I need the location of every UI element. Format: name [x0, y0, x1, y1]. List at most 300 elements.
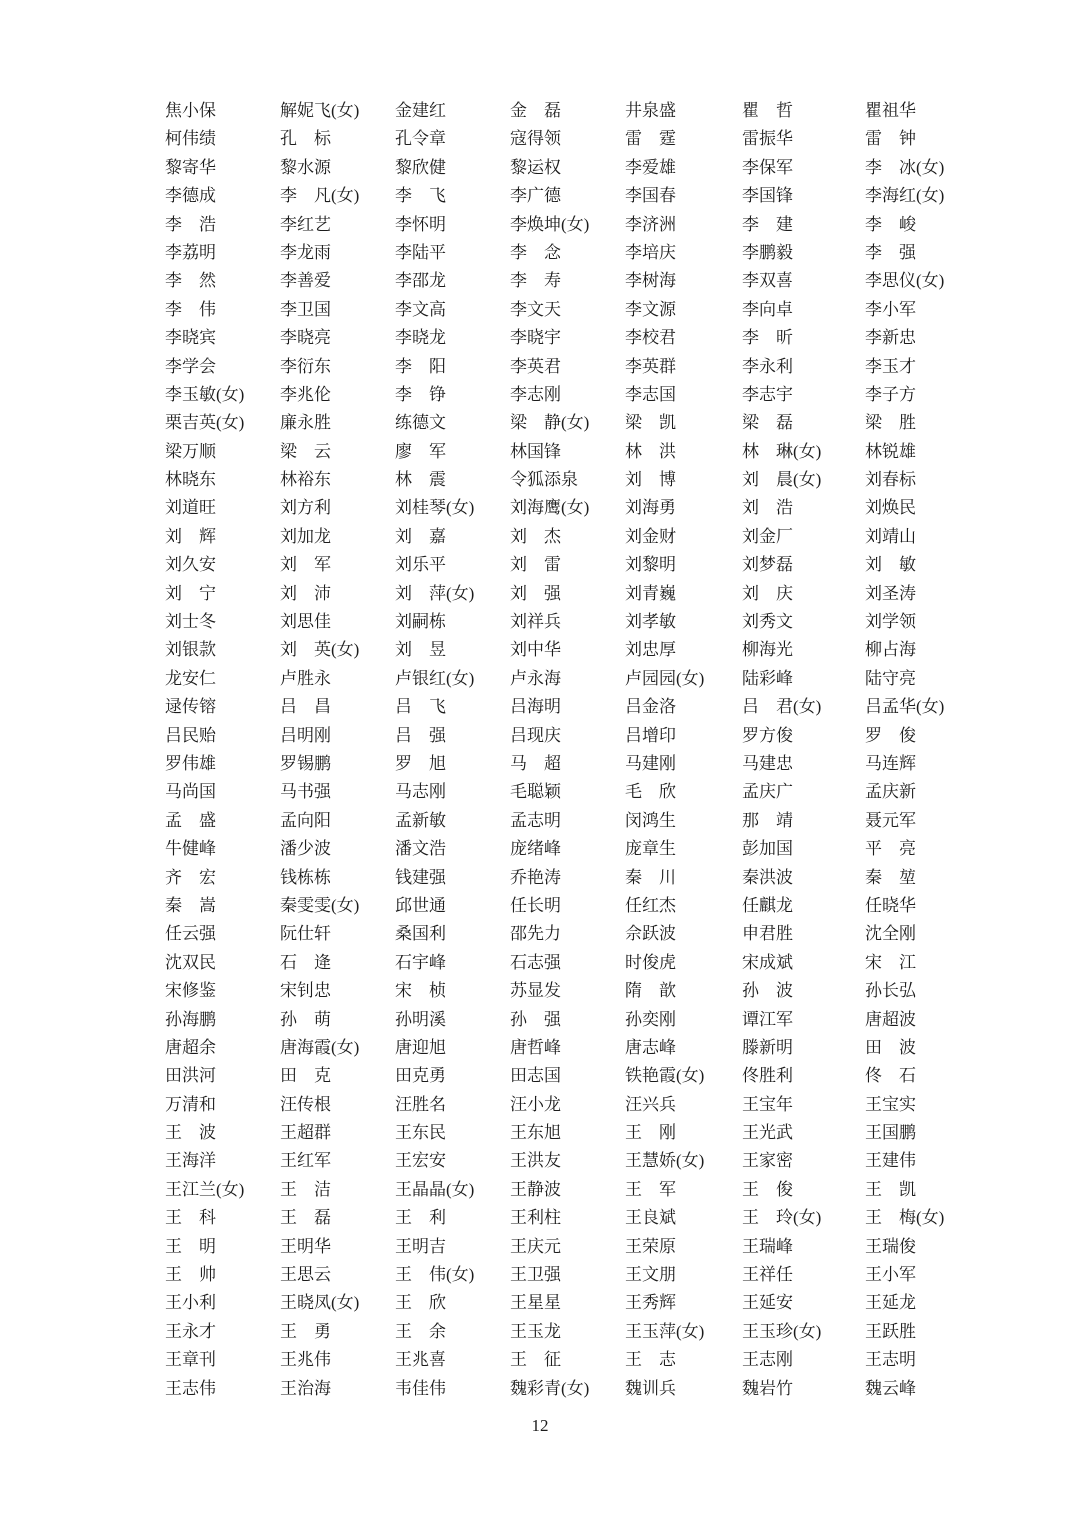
name-cell: 罗方俊 [742, 725, 793, 745]
name-cell: 王 伟(女) [395, 1265, 475, 1285]
name-cell: 李济洲 [625, 214, 676, 234]
name-cell: 王慧娇(女) [625, 1151, 705, 1171]
name-cell: 陆彩峰 [742, 668, 793, 688]
name-cell: 李晓龙 [395, 328, 446, 348]
name-cell: 孔令章 [395, 129, 446, 149]
name-cell: 王宝实 [865, 1094, 916, 1114]
name-cell: 刘 杰 [510, 526, 561, 546]
name-cell: 王庆元 [510, 1236, 561, 1256]
name-cell: 梁 云 [280, 441, 331, 461]
name-cell: 王晶晶(女) [395, 1179, 475, 1199]
name-cell: 王章刊 [165, 1350, 216, 1370]
name-cell: 王小利 [165, 1293, 216, 1313]
name-cell: 吕现庆 [510, 725, 561, 745]
name-cell: 刘 晨(女) [742, 470, 822, 490]
name-cell: 魏训兵 [625, 1378, 676, 1398]
name-cell: 林裕东 [280, 470, 331, 490]
name-cell: 沈全刚 [865, 924, 916, 944]
name-cell: 隋 歆 [625, 981, 676, 1001]
name-cell: 王志伟 [165, 1378, 216, 1398]
name-cell: 万清和 [165, 1094, 216, 1114]
name-cell: 闵鸿生 [625, 810, 676, 830]
name-cell: 王 明 [165, 1236, 216, 1256]
name-cell: 陆守亮 [865, 668, 916, 688]
name-cell: 王延龙 [865, 1293, 916, 1313]
name-cell: 刘黎明 [625, 555, 676, 575]
name-cell: 刘 沛 [280, 583, 331, 603]
name-cell: 罗伟雄 [165, 753, 216, 773]
name-cell: 王江兰(女) [165, 1179, 245, 1199]
name-cell: 王文朋 [625, 1265, 676, 1285]
name-cell: 毛 欣 [625, 782, 676, 802]
name-cell: 王洪友 [510, 1151, 561, 1171]
name-cell: 王治海 [280, 1378, 331, 1398]
name-cell: 邱世通 [395, 895, 446, 915]
name-cell: 李焕坤(女) [510, 214, 590, 234]
name-cell: 潘文浩 [395, 839, 446, 859]
name-cell: 吕民贻 [165, 725, 216, 745]
name-cell: 李校君 [625, 328, 676, 348]
name-cell: 潘少波 [280, 839, 331, 859]
name-cell: 宋 江 [865, 952, 916, 972]
name-cell: 刘焕民 [865, 498, 916, 518]
name-cell: 李鹏毅 [742, 242, 793, 262]
name-cell: 汪传根 [280, 1094, 331, 1114]
name-cell: 王 利 [395, 1208, 446, 1228]
name-cell: 林晓东 [165, 470, 216, 490]
name-cell: 李 阳 [395, 356, 446, 376]
name-cell: 林国锋 [510, 441, 561, 461]
name-cell: 李陆平 [395, 242, 446, 262]
name-cell: 孙 萌 [280, 1009, 331, 1029]
name-cell: 田 波 [865, 1037, 916, 1057]
name-cell: 庞绪峰 [510, 839, 561, 859]
name-cell: 孟志明 [510, 810, 561, 830]
name-cell: 卢永海 [510, 668, 561, 688]
name-cell: 王 凯 [865, 1179, 916, 1199]
name-cell: 王光武 [742, 1123, 793, 1143]
name-cell: 李善爱 [280, 271, 331, 291]
name-cell: 王兆喜 [395, 1350, 446, 1370]
name-cell: 刘 英(女) [280, 640, 360, 660]
name-cell: 田 克 [280, 1066, 331, 1086]
name-cell: 桑国利 [395, 924, 446, 944]
name-cell: 李 飞 [395, 186, 446, 206]
name-cell: 王 征 [510, 1350, 561, 1370]
name-cell: 秦 川 [625, 867, 676, 887]
name-cell: 廉永胜 [280, 413, 331, 433]
name-cell: 李 建 [742, 214, 793, 234]
name-cell: 王 余 [395, 1321, 446, 1341]
name-cell: 马 超 [510, 753, 561, 773]
name-cell: 李双喜 [742, 271, 793, 291]
name-cell: 刘 萍(女) [395, 583, 475, 603]
name-cell: 李新忠 [865, 328, 916, 348]
name-cell: 刘 昱 [395, 640, 446, 660]
name-cell: 王明吉 [395, 1236, 446, 1256]
name-cell: 刘桂琴(女) [395, 498, 475, 518]
name-cell: 刘士冬 [165, 612, 216, 632]
name-cell: 钱建强 [395, 867, 446, 887]
name-cell: 王 玲(女) [742, 1208, 822, 1228]
name-cell: 王卫强 [510, 1265, 561, 1285]
name-cell: 宋修鉴 [165, 981, 216, 1001]
name-cell: 林 震 [395, 470, 446, 490]
name-cell: 王 欣 [395, 1293, 446, 1313]
name-cell: 李海红(女) [865, 186, 945, 206]
name-cell: 任红杰 [625, 895, 676, 915]
name-cell: 宋 桢 [395, 981, 446, 1001]
name-cell: 刘 辉 [165, 526, 216, 546]
name-cell: 佟 石 [865, 1066, 916, 1086]
name-cell: 佘跃波 [625, 924, 676, 944]
name-cell: 石宇峰 [395, 952, 446, 972]
name-cell: 李广德 [510, 186, 561, 206]
name-cell: 彭加国 [742, 839, 793, 859]
name-cell: 李德成 [165, 186, 216, 206]
name-cell: 李 浩 [165, 214, 216, 234]
name-cell: 孟庆新 [865, 782, 916, 802]
name-cell: 吕 强 [395, 725, 446, 745]
name-cell: 王荣原 [625, 1236, 676, 1256]
name-cell: 刘乐平 [395, 555, 446, 575]
name-cell: 孙奕刚 [625, 1009, 676, 1029]
name-cell: 刘祥兵 [510, 612, 561, 632]
name-cell: 刘金财 [625, 526, 676, 546]
name-cell: 那 靖 [742, 810, 793, 830]
name-cell: 王宏安 [395, 1151, 446, 1171]
page-number: 12 [531, 1416, 549, 1435]
name-cell: 齐 宏 [165, 867, 216, 887]
name-cell: 吕 昌 [280, 697, 331, 717]
name-cell: 李 峻 [865, 214, 916, 234]
name-cell: 吕孟华(女) [865, 697, 945, 717]
name-cell: 廖 军 [395, 441, 446, 461]
name-cell: 李衍东 [280, 356, 331, 376]
name-cell: 刘圣涛 [865, 583, 916, 603]
name-cell: 李小军 [865, 299, 916, 319]
name-cell: 宋成斌 [742, 952, 793, 972]
name-cell: 聂元军 [865, 810, 916, 830]
name-list [165, 97, 980, 1403]
name-cell: 李学会 [165, 356, 216, 376]
name-cell: 王瑞俊 [865, 1236, 916, 1256]
name-cell: 王国鹏 [865, 1123, 916, 1143]
name-cell: 孔 标 [280, 129, 331, 149]
name-cell: 王星星 [510, 1293, 561, 1313]
name-cell: 苏显发 [510, 981, 561, 1001]
name-cell: 王良斌 [625, 1208, 676, 1228]
name-cell: 王志刚 [742, 1350, 793, 1370]
name-cell: 王东民 [395, 1123, 446, 1143]
name-cell: 李兆伦 [280, 384, 331, 404]
name-cell: 令狐添泉 [510, 470, 578, 490]
name-cell: 罗 俊 [865, 725, 916, 745]
name-cell: 沈双民 [165, 952, 216, 972]
name-cell: 井泉盛 [625, 101, 676, 120]
name-cell: 李 昕 [742, 328, 793, 348]
name-cell: 李玉才 [865, 356, 916, 376]
name-cell: 王玉龙 [510, 1321, 561, 1341]
name-cell: 唐迎旭 [395, 1037, 446, 1057]
name-cell: 王 军 [625, 1179, 676, 1199]
name-cell: 王永才 [165, 1321, 216, 1341]
name-cell: 吕金洛 [625, 697, 676, 717]
name-cell: 王建伟 [865, 1151, 916, 1171]
name-cell: 王 洁 [280, 1179, 331, 1199]
name-cell: 寇得领 [510, 129, 561, 149]
name-cell: 田克勇 [395, 1066, 446, 1086]
name-cell: 孟庆广 [742, 782, 793, 802]
name-cell: 王兆伟 [280, 1350, 331, 1370]
name-cell: 庞章生 [625, 839, 676, 859]
name-cell: 卢园园(女) [625, 668, 705, 688]
name-cell: 宋钊忠 [280, 981, 331, 1001]
name-cell: 林 琳(女) [742, 441, 822, 461]
name-cell: 马尚国 [165, 782, 216, 802]
name-cell: 秦 嵩 [165, 895, 216, 915]
name-cell: 刘久安 [165, 555, 216, 575]
name-cell: 汪小龙 [510, 1094, 561, 1114]
name-cell: 柳海光 [742, 640, 793, 660]
name-cell: 任晓华 [865, 895, 916, 915]
name-cell: 王宝年 [742, 1094, 793, 1114]
name-cell: 李志国 [625, 384, 676, 404]
name-cell: 柯伟绩 [165, 129, 216, 149]
name-cell: 卢胜永 [280, 668, 331, 688]
name-cell: 平 亮 [865, 839, 916, 859]
name-cell: 马连辉 [865, 753, 916, 773]
name-cell: 王 俊 [742, 1179, 793, 1199]
name-cell: 李玉敏(女) [165, 384, 245, 404]
name-cell: 刘 宁 [165, 583, 216, 603]
name-cell: 马志刚 [395, 782, 446, 802]
name-cell: 金 磊 [510, 101, 561, 120]
name-cell: 李怀明 [395, 214, 446, 234]
name-cell: 李 铮 [395, 384, 446, 404]
name-cell: 刘嗣栋 [395, 612, 446, 632]
name-cell: 李志宇 [742, 384, 793, 404]
name-cell: 李国锋 [742, 186, 793, 206]
name-cell: 刘海勇 [625, 498, 676, 518]
name-cell: 时俊虎 [625, 952, 676, 972]
name-cell: 王延安 [742, 1293, 793, 1313]
name-cell: 孙长弘 [865, 981, 916, 1001]
name-cell: 刘忠厚 [625, 640, 676, 660]
name-cell: 石志强 [510, 952, 561, 972]
name-cell: 石 逄 [280, 952, 331, 972]
name-cell: 任麒龙 [742, 895, 793, 915]
name-cell: 李思仪(女) [865, 271, 945, 291]
name-cell: 吕增印 [625, 725, 676, 745]
name-cell: 邵先力 [510, 924, 561, 944]
name-cell: 刘学领 [865, 612, 916, 632]
name-cell: 乔艳涛 [510, 867, 561, 887]
name-cell: 王 刚 [625, 1123, 676, 1143]
name-cell: 吕海明 [510, 697, 561, 717]
name-cell: 刘青巍 [625, 583, 676, 603]
name-cell: 任云强 [165, 924, 216, 944]
name-cell: 梁 凯 [625, 413, 676, 433]
name-cell: 牛健峰 [165, 839, 216, 859]
name-cell: 李向卓 [742, 299, 793, 319]
name-cell: 龙安仁 [165, 668, 216, 688]
name-cell: 李树海 [625, 271, 676, 291]
name-cell: 魏云峰 [865, 1378, 916, 1398]
name-cell: 黎欣健 [395, 157, 446, 177]
name-cell: 孟 盛 [165, 810, 216, 830]
name-cell: 王 志 [625, 1350, 676, 1370]
name-cell: 练德文 [395, 413, 446, 433]
name-cell: 汪胜名 [395, 1094, 446, 1114]
name-cell: 唐海霞(女) [280, 1037, 360, 1057]
name-cell: 刘思佳 [280, 612, 331, 632]
name-cell: 谭江军 [742, 1009, 793, 1029]
name-cell: 李志刚 [510, 384, 561, 404]
name-cell: 刘 强 [510, 583, 561, 603]
name-cell: 刘 浩 [742, 498, 793, 518]
name-cell: 王海洋 [165, 1151, 216, 1171]
name-cell: 刘 军 [280, 555, 331, 575]
name-cell: 申君胜 [742, 924, 793, 944]
name-cell: 李荔明 [165, 242, 216, 262]
name-cell: 王 梅(女) [865, 1208, 945, 1228]
name-cell: 梁 静(女) [510, 413, 590, 433]
name-cell: 吕 君(女) [742, 697, 822, 717]
name-cell: 李 冰(女) [865, 157, 945, 177]
name-cell: 王跃胜 [865, 1321, 916, 1341]
name-cell: 刘 嘉 [395, 526, 446, 546]
name-cell: 王 勇 [280, 1321, 331, 1341]
name-cell: 柳占海 [865, 640, 916, 660]
name-cell: 李红艺 [280, 214, 331, 234]
name-cell: 黎寄华 [165, 157, 216, 177]
name-cell: 李保军 [742, 157, 793, 177]
name-cell: 孙海鹏 [165, 1009, 216, 1029]
name-cell: 汪兴兵 [625, 1094, 676, 1114]
name-cell: 李 然 [165, 271, 216, 291]
name-cell: 王超群 [280, 1123, 331, 1143]
name-cell: 钱栋栋 [280, 867, 331, 887]
name-cell: 李永利 [742, 356, 793, 376]
name-cell: 孙明溪 [395, 1009, 446, 1029]
name-cell: 王瑞峰 [742, 1236, 793, 1256]
name-cell: 马建刚 [625, 753, 676, 773]
name-cell: 李文高 [395, 299, 446, 319]
name-cell: 铁艳霞(女) [625, 1066, 705, 1086]
name-cell: 王祥任 [742, 1265, 793, 1285]
name-cell: 任长明 [510, 895, 561, 915]
name-cell: 王 帅 [165, 1265, 216, 1285]
name-cell: 梁万顺 [165, 441, 216, 461]
name-cell: 罗 旭 [395, 753, 446, 773]
name-cell: 雷振华 [742, 129, 793, 149]
name-cell: 刘中华 [510, 640, 561, 660]
name-cell: 吕 飞 [395, 697, 446, 717]
name-cell: 王晓凤(女) [280, 1293, 360, 1313]
name-cell: 李 伟 [165, 299, 216, 319]
name-cell: 李国春 [625, 186, 676, 206]
name-cell: 李 寿 [510, 271, 561, 291]
name-cell: 雷 钟 [865, 129, 916, 149]
name-cell: 李爱雄 [625, 157, 676, 177]
name-cell: 王 科 [165, 1208, 216, 1228]
name-cell: 李龙雨 [280, 242, 331, 262]
name-cell: 刘道旺 [165, 498, 216, 518]
name-cell: 刘 敏 [865, 555, 916, 575]
name-cell: 毛聪颖 [510, 782, 561, 802]
name-cell: 唐哲峰 [510, 1037, 561, 1057]
name-cell: 秦雯雯(女) [280, 895, 360, 915]
name-cell: 刘春标 [865, 470, 916, 490]
name-cell: 王思云 [280, 1265, 331, 1285]
name-cell: 刘金厂 [742, 526, 793, 546]
name-cell: 李培庆 [625, 242, 676, 262]
name-cell: 李 凡(女) [280, 186, 360, 206]
name-cell: 林 洪 [625, 441, 676, 461]
name-cell: 吕明刚 [280, 725, 331, 745]
name-cell: 孟新敏 [395, 810, 446, 830]
name-cell: 李卫国 [280, 299, 331, 319]
name-cell: 马书强 [280, 782, 331, 802]
name-cell: 王明华 [280, 1236, 331, 1256]
name-cell: 罗锡鹏 [280, 753, 331, 773]
name-cell: 瞿祖华 [865, 101, 916, 120]
name-cell: 王红军 [280, 1151, 331, 1171]
name-cell: 李子方 [865, 384, 916, 404]
name-cell: 刘 庆 [742, 583, 793, 603]
name-cell: 刘 博 [625, 470, 676, 490]
name-cell: 王 波 [165, 1123, 216, 1143]
name-cell: 雷 霆 [625, 129, 676, 149]
name-cell: 韦佳伟 [395, 1378, 446, 1398]
name-cell: 逯传镕 [165, 697, 216, 717]
name-cell: 李 强 [865, 242, 916, 262]
name-cell: 王东旭 [510, 1123, 561, 1143]
name-cell: 黎水源 [280, 157, 331, 177]
name-cell: 李晓亮 [280, 328, 331, 348]
name-cell: 孙 强 [510, 1009, 561, 1029]
name-cell: 李邵龙 [395, 271, 446, 291]
name-cell: 栗吉英(女) [165, 413, 245, 433]
name-cell: 阮仕轩 [280, 924, 331, 944]
name-cell: 田志国 [510, 1066, 561, 1086]
name-cell: 刘加龙 [280, 526, 331, 546]
name-cell: 王家密 [742, 1151, 793, 1171]
name-cell: 李文源 [625, 299, 676, 319]
name-cell: 李晓宾 [165, 328, 216, 348]
name-cell: 孙 波 [742, 981, 793, 1001]
name-cell: 秦洪波 [742, 867, 793, 887]
name-cell: 梁 胜 [865, 413, 916, 433]
name-cell: 刘海鹰(女) [510, 498, 590, 518]
name-cell: 王玉萍(女) [625, 1321, 705, 1341]
name-cell: 刘孝敏 [625, 612, 676, 632]
name-cell: 魏岩竹 [742, 1378, 793, 1398]
name-cell: 李 念 [510, 242, 561, 262]
name-cell: 梁 磊 [742, 413, 793, 433]
name-cell: 田洪河 [165, 1066, 216, 1086]
name-cell: 王静波 [510, 1179, 561, 1199]
name-cell: 刘梦磊 [742, 555, 793, 575]
name-cell: 唐志峰 [625, 1037, 676, 1057]
name-cell: 滕新明 [742, 1037, 793, 1057]
name-cell: 刘靖山 [865, 526, 916, 546]
name-cell: 王志明 [865, 1350, 916, 1370]
name-cell: 王秀辉 [625, 1293, 676, 1313]
name-cell: 王玉珍(女) [742, 1321, 822, 1341]
name-cell: 卢银红(女) [395, 668, 475, 688]
